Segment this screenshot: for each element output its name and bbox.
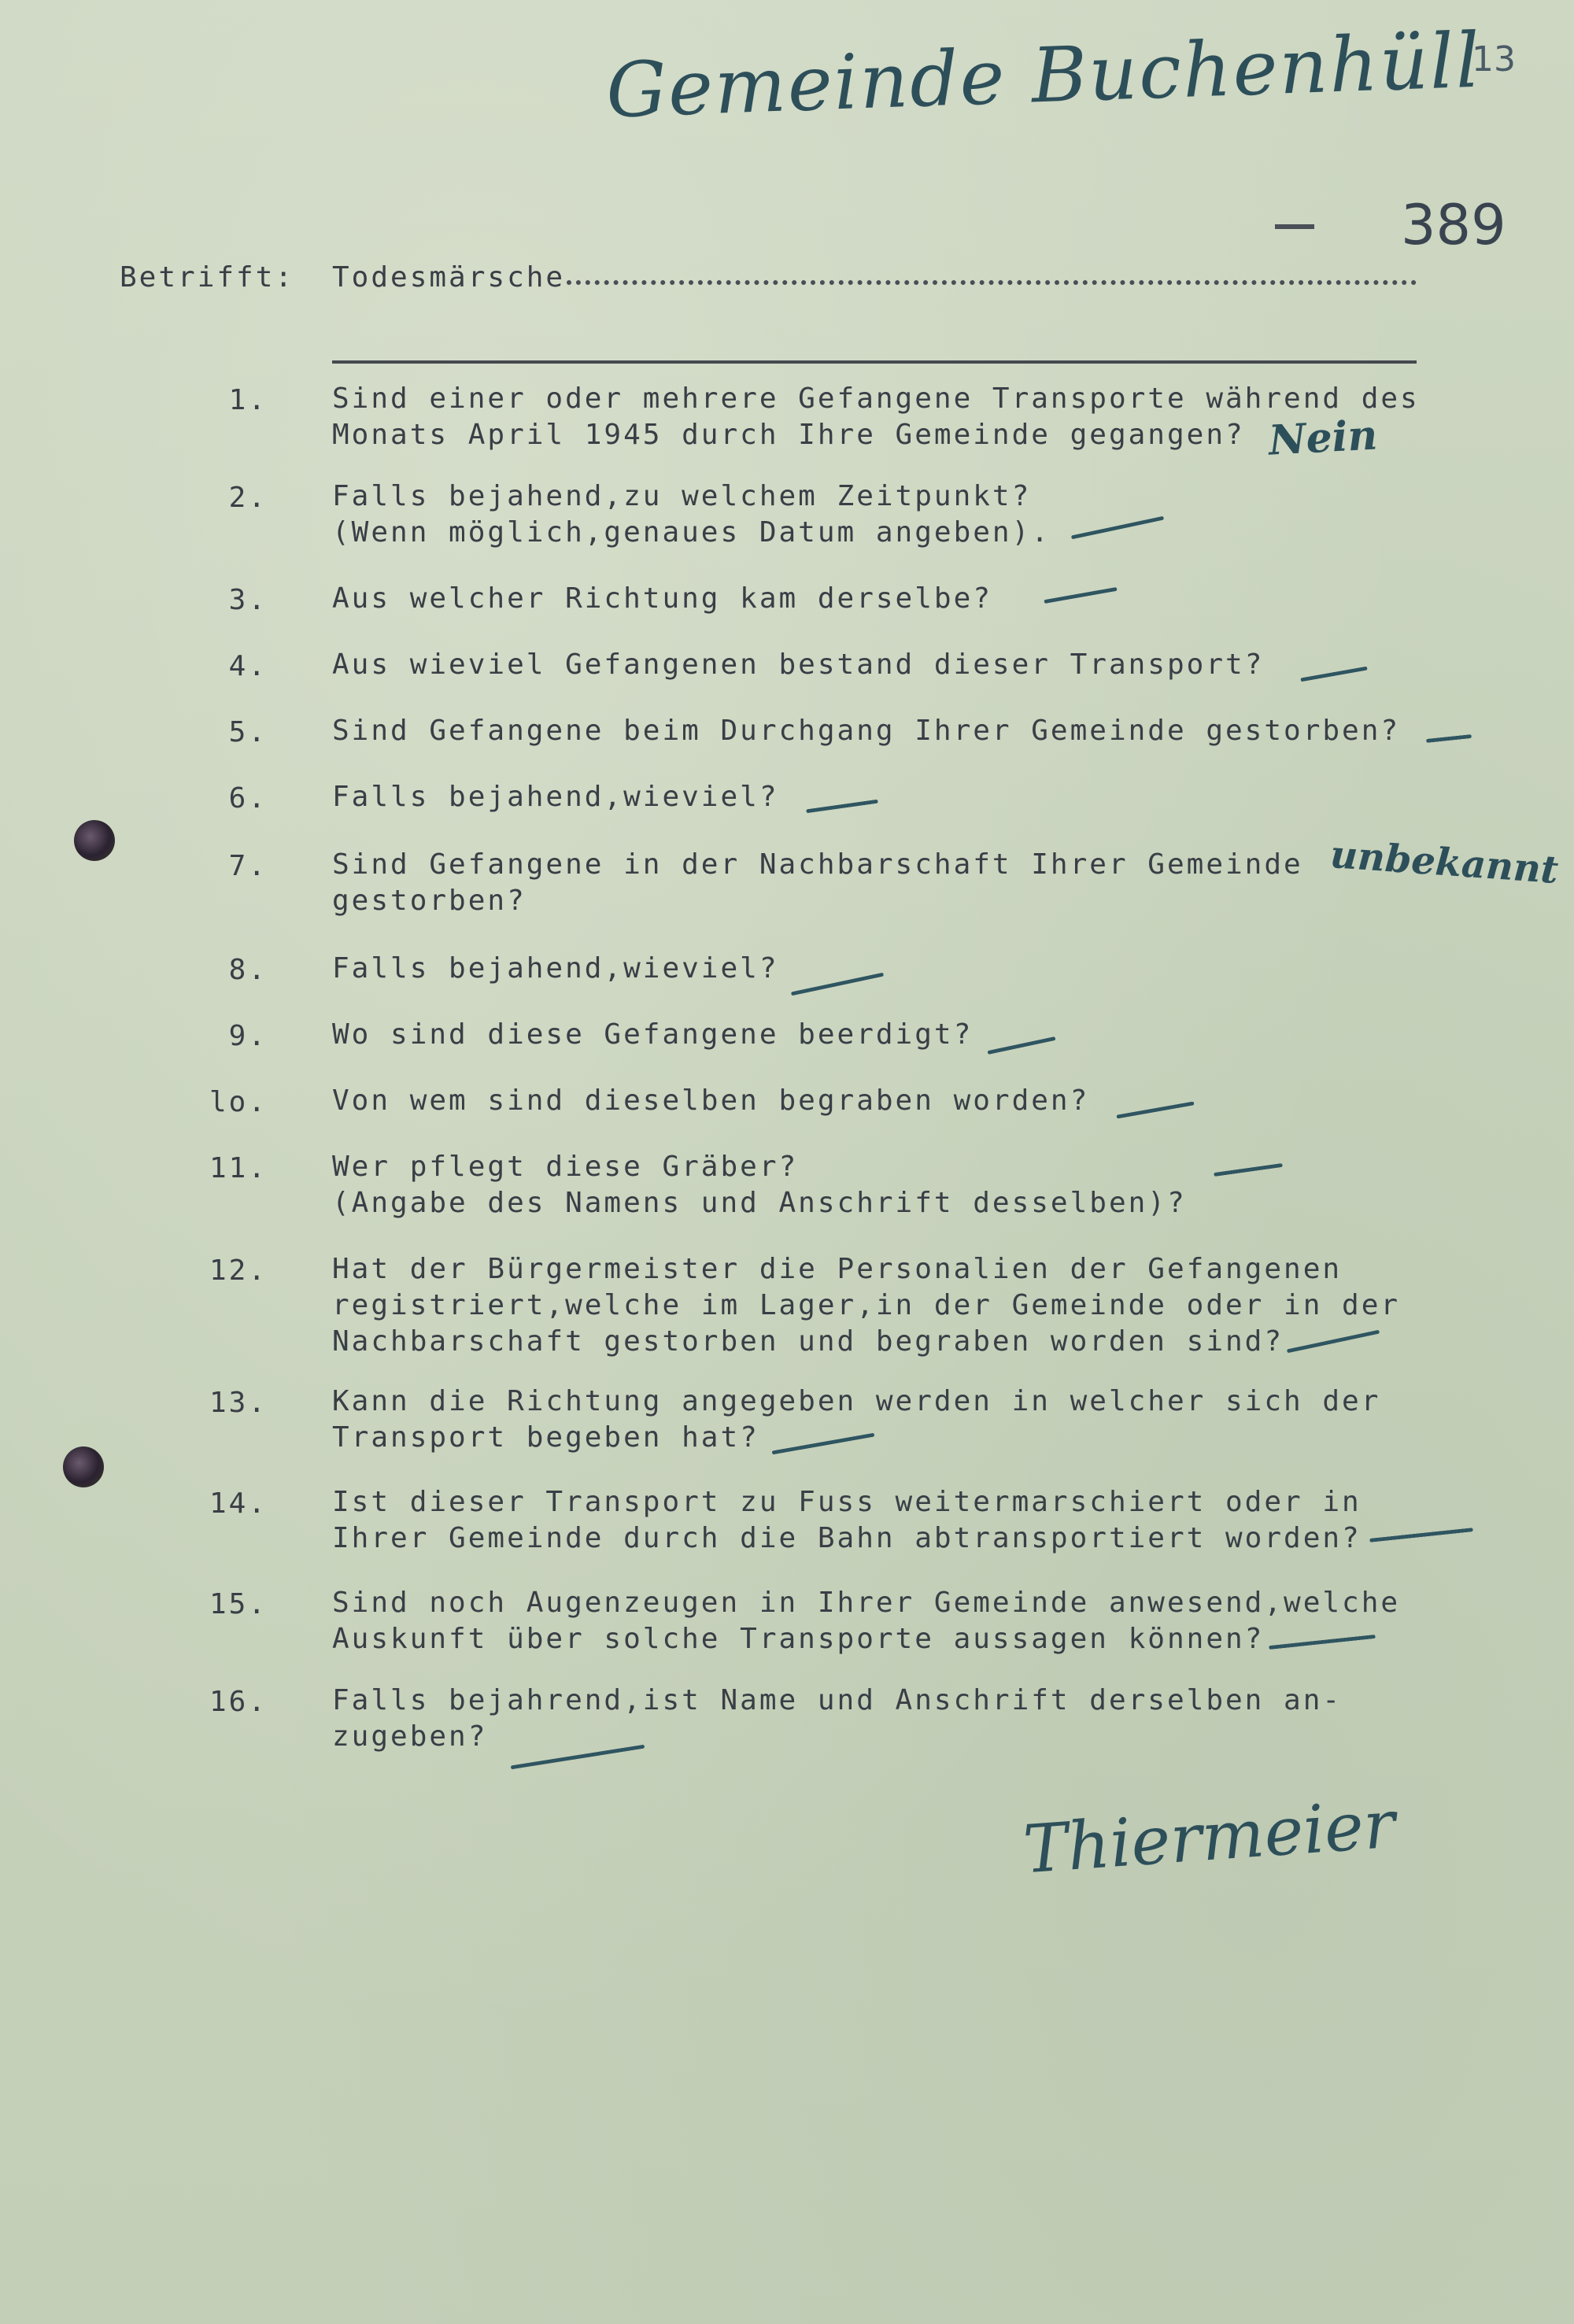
question-line: Hat der Bürgermeister die Personalien der Gefangenen (332, 1253, 1343, 1285)
punch-hole-top (74, 820, 115, 861)
answer-dash (987, 1036, 1055, 1055)
answer-dash (1269, 1635, 1376, 1650)
question-line: Transport begeben hat? (332, 1421, 759, 1454)
question-number: 4. (228, 650, 268, 682)
answer-dash (1426, 734, 1472, 743)
subject-label: Betrifft: (120, 261, 295, 294)
question-number: 1. (228, 384, 268, 416)
answer-dash (806, 800, 878, 814)
question-number: 8. (228, 954, 268, 986)
handwritten-title: Gemeinde Buchenhüll (604, 16, 1483, 135)
question-line: Auskunft über solche Transporte aussagen können? (332, 1623, 1265, 1655)
answer-dash (1044, 587, 1117, 604)
question-line: Wer pflegt diese Gräber? (332, 1151, 799, 1183)
question-line: (Wenn möglich,genaues Datum angeben). (332, 516, 1051, 549)
signature: Thiermeier (1021, 1785, 1398, 1889)
question-line: Ist dieser Transport zu Fuss weitermarschiert oder in (332, 1486, 1362, 1518)
question-number: 7. (228, 850, 268, 882)
question-line: Nachbarschaft gestorben und begraben worden sind? (332, 1325, 1284, 1358)
answer-handwritten: Nein (1267, 411, 1379, 465)
question-number: 3. (228, 584, 268, 616)
question-number: lo. (209, 1086, 268, 1118)
question-line: Ihrer Gemeinde durch die Bahn abtransportiert worden? (332, 1522, 1362, 1554)
question-line: Aus welcher Richtung kam derselbe? (332, 582, 992, 615)
question-line: Monats April 1945 durch Ihre Gemeinde gegangen? (332, 419, 1245, 451)
question-line: Aus wieviel Gefangenen bestand dieser Transport? (332, 648, 1265, 681)
header-rule (332, 360, 1417, 364)
question-line: Wo sind diese Gefangene beerdigt? (332, 1018, 974, 1051)
answer-handwritten: unbekannt (1328, 832, 1560, 893)
answer-dash (1116, 1101, 1194, 1118)
question-number: 6. (228, 782, 268, 815)
answer-dash (1214, 1163, 1283, 1177)
answer-dash (1300, 667, 1368, 682)
question-line: gestorben? (332, 885, 527, 917)
answer-dash (1071, 516, 1164, 540)
filing-dash (1275, 224, 1314, 229)
question-number: 11. (209, 1152, 268, 1184)
page-number: 13 (1472, 39, 1516, 79)
answer-dash (772, 1433, 875, 1455)
question-number: 13. (209, 1387, 268, 1419)
question-line: Sind einer oder mehrere Gefangene Transporte während des (332, 382, 1420, 415)
question-number: 14. (209, 1487, 268, 1520)
question-line: (Angabe des Namens und Anschrift desselben)? (332, 1187, 1187, 1219)
question-line: Sind noch Augenzeugen in Ihrer Gemeinde anwesend,welche (332, 1587, 1401, 1619)
question-line: Sind Gefangene in der Nachbarschaft Ihrer Gemeinde (332, 848, 1303, 881)
question-number: 2. (228, 482, 268, 514)
punch-hole-bottom (63, 1446, 104, 1487)
question-number: 15. (209, 1588, 268, 1620)
question-line: Kann die Richtung angegeben werden in welcher sich der (332, 1385, 1381, 1417)
answer-dash (511, 1745, 645, 1770)
question-number: 16. (209, 1686, 268, 1718)
question-line: Falls bejahend,wieviel? (332, 781, 779, 813)
answer-dash (1369, 1528, 1473, 1543)
question-number: 5. (228, 716, 268, 748)
subject-value: Todesmärsche (332, 261, 566, 294)
subject-dotted-line (567, 280, 1417, 285)
answer-dash (1287, 1330, 1380, 1354)
question-line: Falls bejahend,zu welchem Zeitpunkt? (332, 480, 1032, 512)
question-number: 9. (228, 1020, 268, 1052)
question-line: Falls bejahend,wieviel? (332, 952, 779, 985)
answer-dash (791, 973, 884, 996)
question-line: Falls bejahrend,ist Name und Anschrift derselben an- (332, 1684, 1343, 1716)
question-line: zugeben? (332, 1720, 488, 1753)
question-number: 12. (209, 1254, 268, 1287)
question-line: registriert,welche im Lager,in der Gemeinde oder in der (332, 1289, 1401, 1321)
filing-number: 389 (1401, 193, 1506, 257)
question-line: Sind Gefangene beim Durchgang Ihrer Gemeinde gestorben? (332, 715, 1401, 747)
question-line: Von wem sind dieselben begraben worden? (332, 1084, 1090, 1117)
